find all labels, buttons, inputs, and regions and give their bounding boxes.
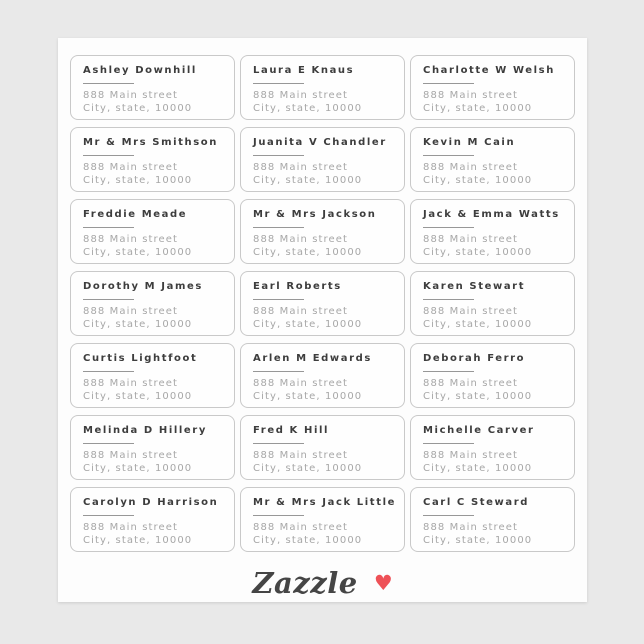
recipient-name: Arlen M Edwards [253,353,372,364]
name-divider [253,227,304,228]
recipient-name: Freddie Meade [83,209,188,220]
address-line-1: 888 Main street [83,522,179,533]
address-line-2: City, state, 10000 [253,175,363,186]
address-label [240,415,405,480]
address-line-1: 888 Main street [83,162,179,173]
address-line-2: City, state, 10000 [423,247,533,258]
name-divider [83,83,134,84]
address-line-1: 888 Main street [253,306,349,317]
address-line-2: City, state, 10000 [83,103,193,114]
address-label [410,199,575,264]
address-line-2: City, state, 10000 [83,175,193,186]
recipient-name: Earl Roberts [253,281,342,292]
address-line-2: City, state, 10000 [83,535,193,546]
address-label [240,127,405,192]
recipient-name: Charlotte W Welsh [423,65,555,76]
address-label [410,271,575,336]
name-divider [423,443,474,444]
address-line-1: 888 Main street [83,450,179,461]
recipient-name: Curtis Lightfoot [83,353,198,364]
recipient-name: Jack & Emma Watts [423,209,560,220]
recipient-name: Mr & Mrs Jackson [253,209,377,220]
address-label [410,343,575,408]
name-divider [83,371,134,372]
address-line-1: 888 Main street [423,234,519,245]
address-line-2: City, state, 10000 [423,175,533,186]
address-line-1: 888 Main street [253,234,349,245]
address-label [410,487,575,552]
name-divider [83,299,134,300]
heart-icon: ♥ [373,570,393,595]
address-line-1: 888 Main street [423,90,519,101]
recipient-name: Carl C Steward [423,497,529,508]
name-divider [423,227,474,228]
address-label [410,415,575,480]
name-divider [423,299,474,300]
address-line-1: 888 Main street [253,450,349,461]
name-divider [83,227,134,228]
name-divider [253,443,304,444]
address-label [70,487,235,552]
recipient-name: Mr & Mrs Jack Little [253,497,396,508]
name-divider [253,155,304,156]
address-line-2: City, state, 10000 [423,463,533,474]
recipient-name: Mr & Mrs Smithson [83,137,218,148]
address-line-1: 888 Main street [83,306,179,317]
address-line-2: City, state, 10000 [253,247,363,258]
address-line-2: City, state, 10000 [253,103,363,114]
address-line-2: City, state, 10000 [253,463,363,474]
recipient-name: Ashley Downhill [83,65,197,76]
name-divider [253,371,304,372]
address-label [70,271,235,336]
address-line-2: City, state, 10000 [423,535,533,546]
address-line-2: City, state, 10000 [423,391,533,402]
name-divider [83,443,134,444]
address-label [240,343,405,408]
name-divider [423,155,474,156]
address-line-1: 888 Main street [253,162,349,173]
zazzle-logo [58,566,587,600]
address-line-1: 888 Main street [423,378,519,389]
recipient-name: Laura E Knaus [253,65,355,76]
recipient-name: Michelle Carver [423,425,535,436]
address-label [410,55,575,120]
address-line-1: 888 Main street [83,234,179,245]
sticker-sheet [58,38,587,602]
address-line-1: 888 Main street [83,90,179,101]
name-divider [253,299,304,300]
address-line-2: City, state, 10000 [83,463,193,474]
address-line-1: 888 Main street [423,306,519,317]
address-label [70,199,235,264]
recipient-name: Deborah Ferro [423,353,526,364]
address-line-1: 888 Main street [423,450,519,461]
recipient-name: Juanita V Chandler [253,137,387,148]
name-divider [83,515,134,516]
recipient-name: Fred K Hill [253,425,330,436]
recipient-name: Kevin M Cain [423,137,516,148]
address-line-1: 888 Main street [423,162,519,173]
name-divider [423,83,474,84]
name-divider [253,83,304,84]
recipient-name: Melinda D Hillery [83,425,207,436]
label-grid [70,55,575,552]
address-line-2: City, state, 10000 [253,391,363,402]
recipient-name: Carolyn D Harrison [83,497,219,508]
address-label [410,127,575,192]
address-label [240,199,405,264]
address-label [70,343,235,408]
address-label [70,55,235,120]
name-divider [423,371,474,372]
address-line-2: City, state, 10000 [83,319,193,330]
name-divider [83,155,134,156]
recipient-name: Karen Stewart [423,281,526,292]
address-line-2: City, state, 10000 [423,319,533,330]
address-line-2: City, state, 10000 [423,103,533,114]
address-label [70,127,235,192]
address-line-1: 888 Main street [253,378,349,389]
address-label [70,415,235,480]
address-line-1: 888 Main street [253,522,349,533]
recipient-name: Dorothy M James [83,281,203,292]
name-divider [423,515,474,516]
address-line-2: City, state, 10000 [253,535,363,546]
address-label [240,487,405,552]
address-line-2: City, state, 10000 [253,319,363,330]
address-line-1: 888 Main street [83,378,179,389]
address-line-2: City, state, 10000 [83,391,193,402]
zazzle-wordmark: Zazzle [252,566,358,600]
address-line-1: 888 Main street [253,90,349,101]
address-line-2: City, state, 10000 [83,247,193,258]
address-label [240,271,405,336]
address-label [240,55,405,120]
address-line-1: 888 Main street [423,522,519,533]
name-divider [253,515,304,516]
